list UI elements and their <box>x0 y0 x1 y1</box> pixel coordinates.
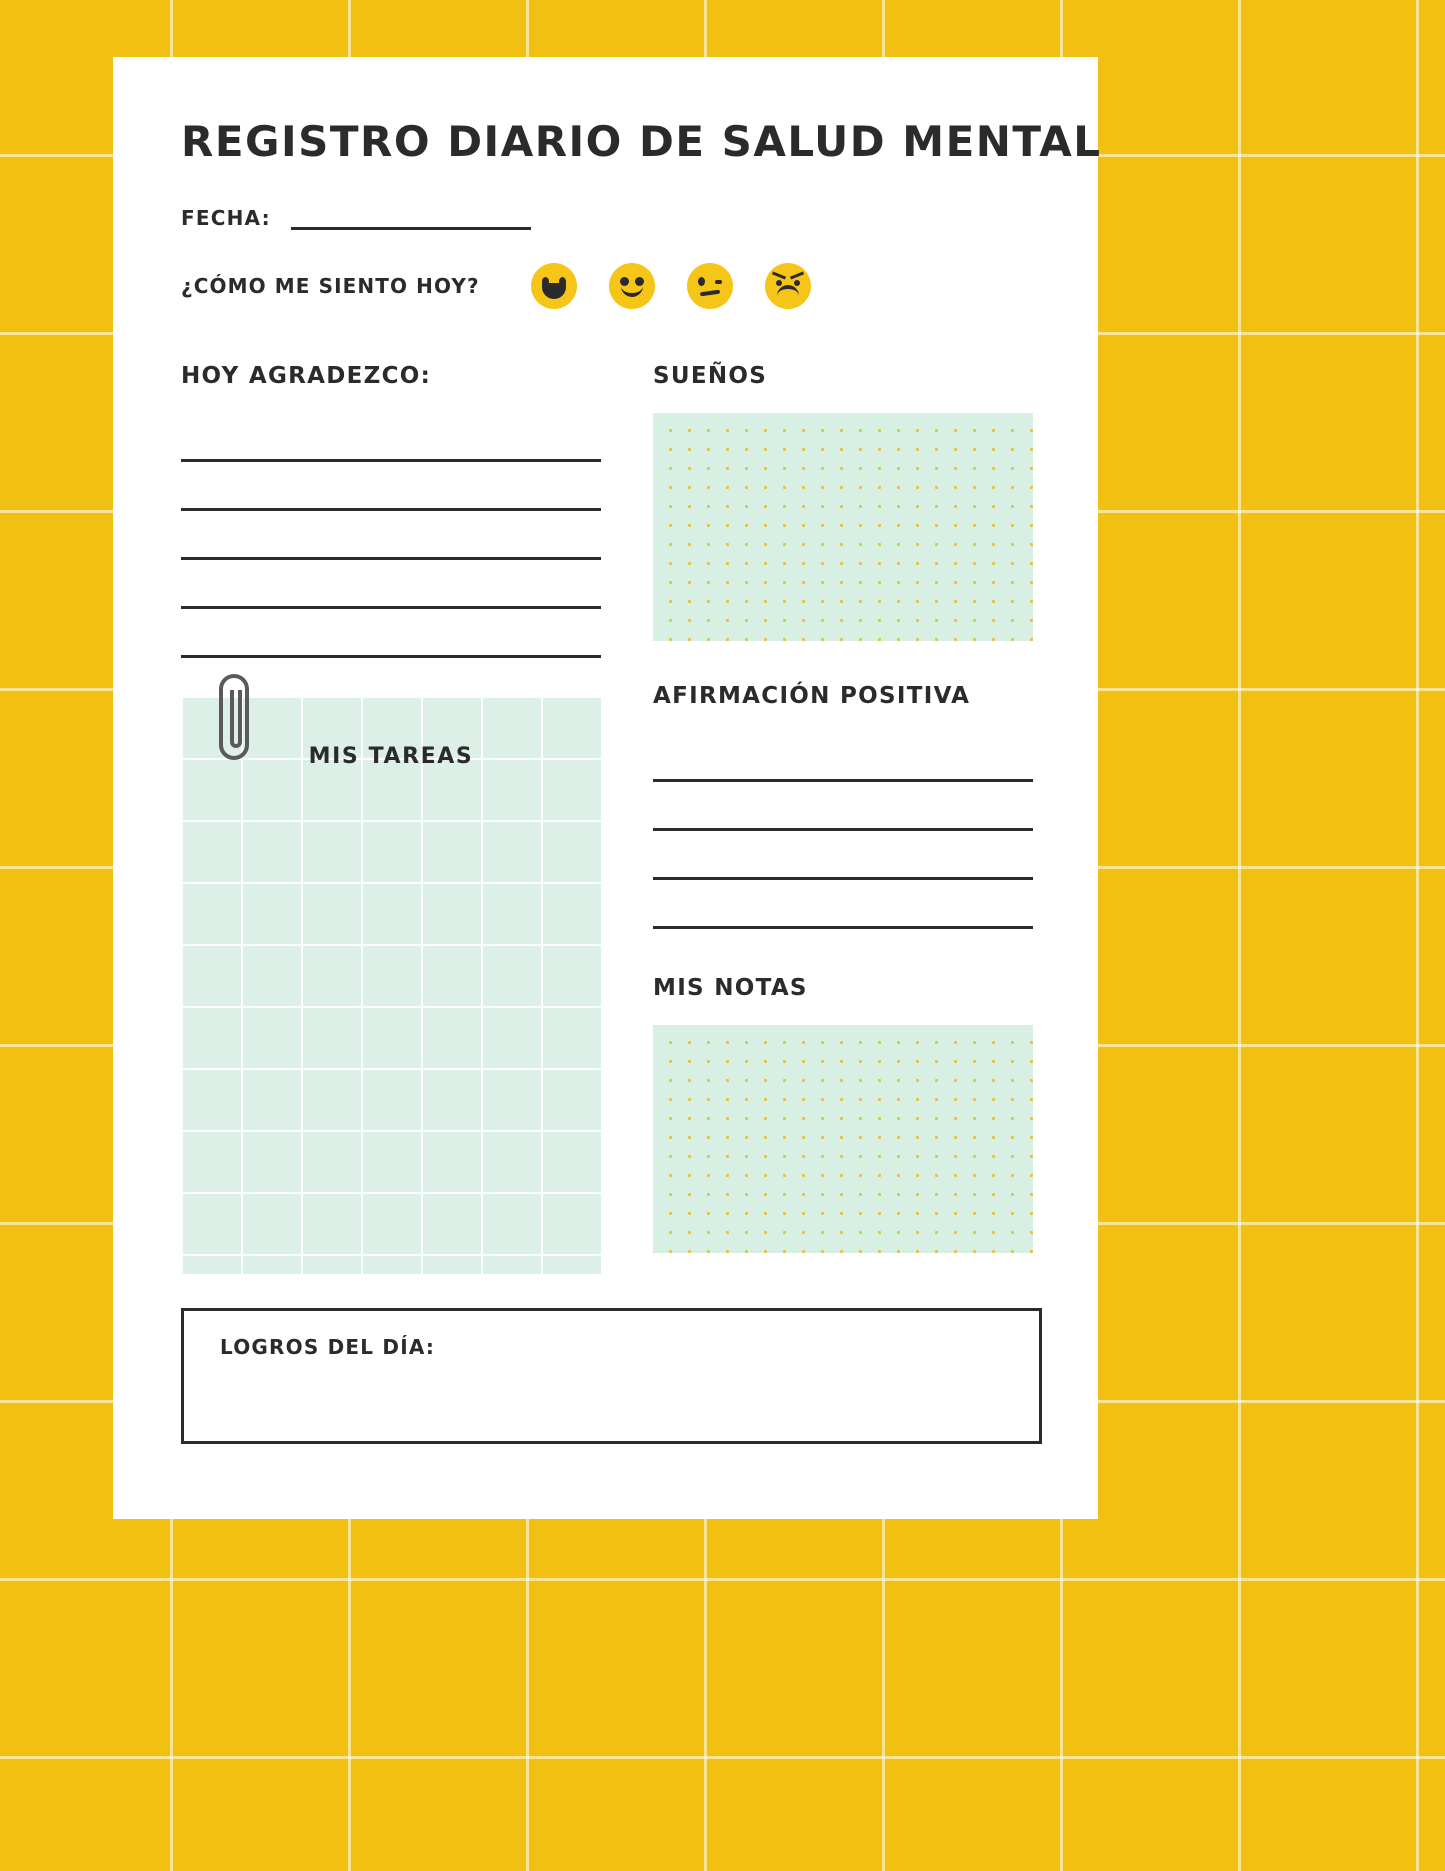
achievements-box[interactable] <box>181 1308 1042 1444</box>
date-row <box>181 206 1042 230</box>
gratitude-line[interactable] <box>181 609 601 658</box>
gratitude-lines <box>181 413 601 658</box>
face-unsure-icon[interactable] <box>687 263 733 309</box>
body-columns <box>181 363 1042 1274</box>
face-smile-icon[interactable] <box>609 263 655 309</box>
left-column <box>181 363 601 1274</box>
dreams-title: SUEÑOS <box>653 363 768 389</box>
gratitude-line[interactable] <box>181 462 601 511</box>
gratitude-line[interactable] <box>181 511 601 560</box>
page-title: REGISTRO DIARIO DE SALUD MENTAL <box>181 117 1102 166</box>
face-happy-icon[interactable] <box>531 263 577 309</box>
tasks-panel[interactable] <box>181 696 601 1274</box>
achievements-label: LOGROS DEL DÍA: <box>220 1335 436 1359</box>
affirmation-title: AFIRMACIÓN POSITIVA <box>653 683 971 709</box>
affirmation-lines <box>653 733 1033 929</box>
mood-question: ¿CÓMO ME SIENTO HOY? <box>181 274 480 298</box>
affirmation-line[interactable] <box>653 831 1033 880</box>
gratitude-line[interactable] <box>181 413 601 462</box>
mood-face-group <box>531 263 811 309</box>
gratitude-line[interactable] <box>181 560 601 609</box>
affirmation-line[interactable] <box>653 782 1033 831</box>
worksheet-sheet <box>113 57 1102 1519</box>
date-input[interactable] <box>291 209 531 230</box>
notes-area[interactable] <box>653 1025 1033 1253</box>
date-label: FECHA: <box>181 206 271 230</box>
tasks-title: MIS TAREAS <box>308 744 474 769</box>
face-angry-icon[interactable] <box>765 263 811 309</box>
mood-row <box>181 263 1042 309</box>
affirmation-line[interactable] <box>653 733 1033 782</box>
dreams-area[interactable] <box>653 413 1033 641</box>
affirmation-line[interactable] <box>653 880 1033 929</box>
gratitude-title: HOY AGRADEZCO: <box>181 363 432 389</box>
notes-title: MIS NOTAS <box>653 975 808 1001</box>
right-column <box>653 363 1033 1274</box>
worksheet-content <box>181 117 1102 1479</box>
